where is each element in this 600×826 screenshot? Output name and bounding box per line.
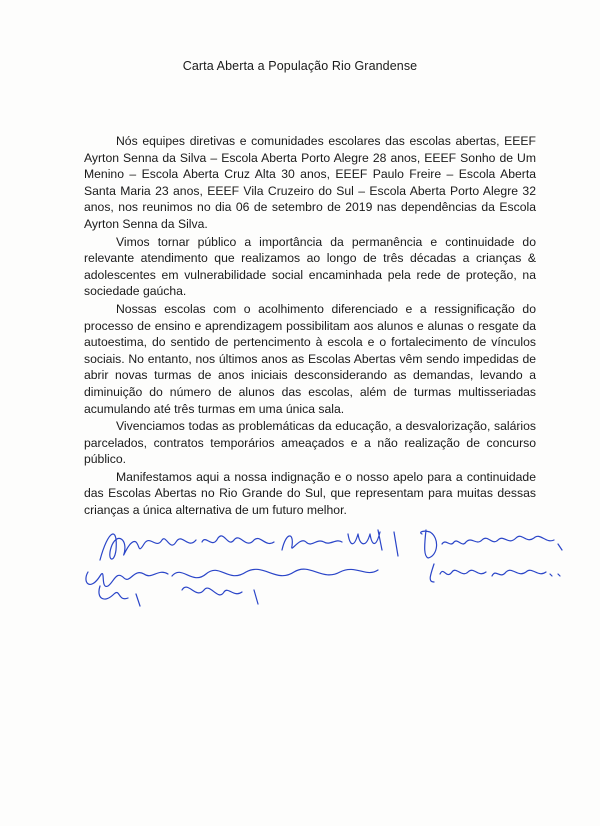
paragraph-3: Nossas escolas com o acolhimento diferenciado e a ressignificação do processo de ensino e aprendizagem possibilitam aos alunos e alunas o resgate da autoestima, do sentido de pertencimento à escola e o fortalecimento de vínculos sociais. No entanto, nos últimos anos as Escolas Abertas vêm sendo impedidas de abrir novas turmas de anos iniciais desconsiderando as demandas, levando a diminuição do número de alunos das escolas, além de turmas multisseriadas acumulando até três turmas em uma única sala. [84, 301, 536, 416]
signature-stroke [172, 569, 378, 578]
paragraph-4: Vivenciamos todas as problemáticas da educação, a desvalorização, salários parcelados, contratos temporários ameaçados e a não realização de concurso público. [84, 419, 536, 467]
signature-stroke [202, 536, 274, 544]
signature-stroke [421, 530, 562, 558]
signatures-block [78, 520, 578, 610]
signature-stroke [348, 530, 382, 550]
letter-body [84, 133, 536, 520]
signature-stroke [99, 586, 140, 606]
paragraph-5: Manifestamos aqui a nossa indignação e o nosso apelo para a continuidade das Escolas Abertas no Rio Grande do Sul, que representam para muitas dessas crianças a única alternativa de um futuro melhor. [84, 469, 536, 518]
signature-stroke [282, 536, 342, 550]
signature-stroke [430, 564, 560, 582]
paragraph-1: Nós equipes diretivas e comunidades escolares das escolas abertas, EEEF Ayrton Senna da Silva – Escola Aberta Porto Alegre 28 anos, EEEF Sonho de Um Menino – Escola Aberta Cruz Alta 30 anos, EEEF Paulo Freire – Escola Aberta Santa Maria 23 anos, EEEF Vila Cruzeiro do Sul – Escola Aberta Porto Alegre 32 anos, nos reunimos no dia 06 de setembro de 2019 nas dependências da Escola Ayrton Senna da Silva. [84, 134, 536, 231]
signature-stroke [100, 534, 196, 560]
document-title: Carta Aberta a População Rio Grandense [182, 59, 418, 73]
signature-stroke [182, 587, 258, 604]
handwritten-signatures [78, 520, 578, 610]
signature-stroke [86, 572, 168, 586]
signature-stroke [394, 532, 398, 556]
paragraph-2: Vimos tornar público a importância da permanência e continuidade do relevante atendimento que realizamos ao longo de três décadas a crianças & adolescentes em vulnerabilidade social encaminhada pela rede de proteção, na sociedade gaúcha. [84, 234, 536, 299]
